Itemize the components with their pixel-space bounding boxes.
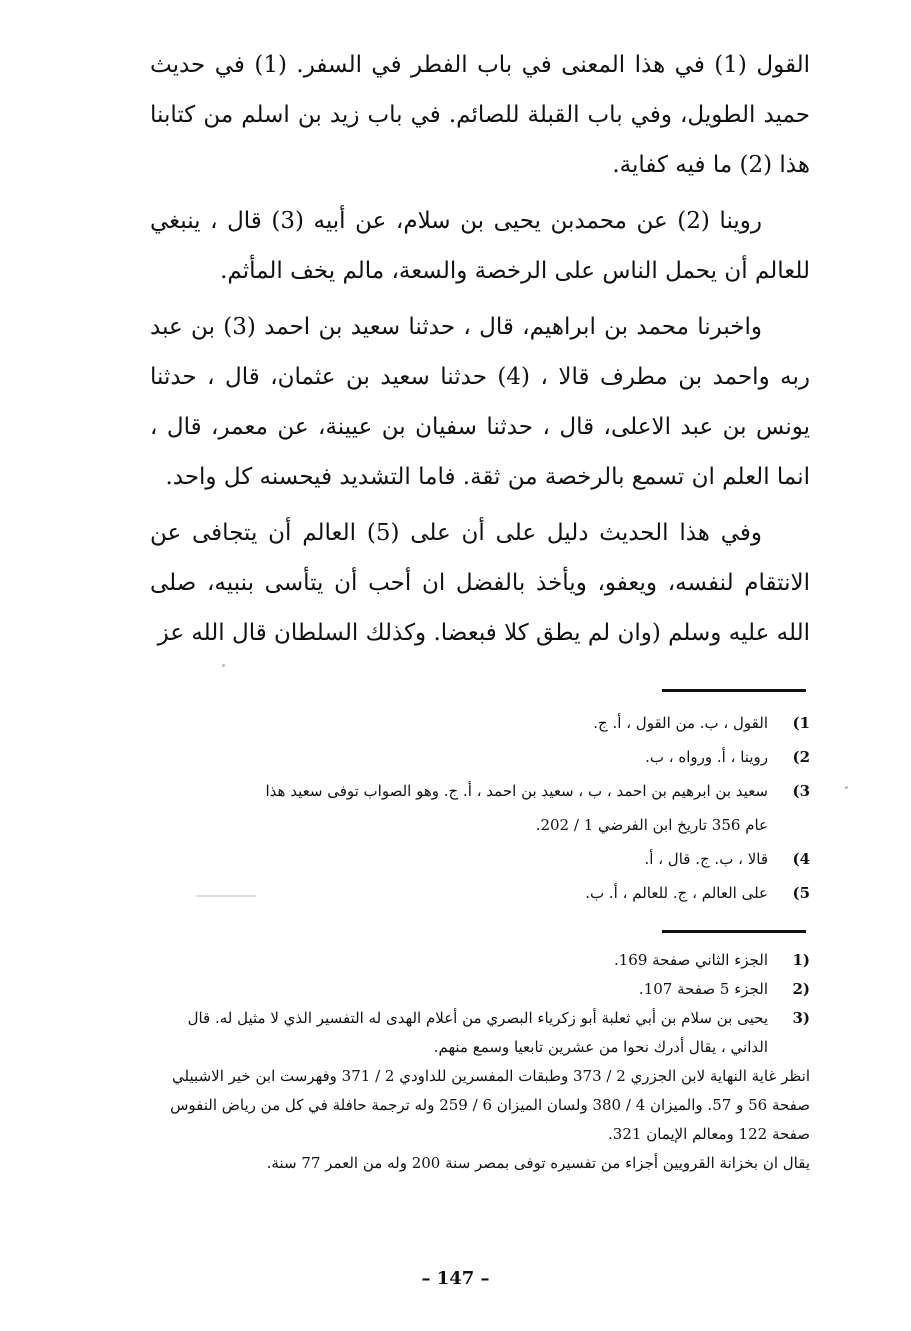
footnote-number: (2 [792, 980, 810, 998]
footnote-item [150, 740, 810, 774]
footnote-number: 1) [792, 714, 810, 732]
footnote-item [150, 1004, 810, 1062]
footnote-item [150, 842, 810, 876]
main-text [150, 40, 810, 664]
footnote-item [150, 774, 810, 842]
footnote-number: (1 [792, 951, 810, 969]
footnote-text: الجزء 5 صفحة 107. [638, 980, 768, 998]
scan-speck [845, 786, 848, 789]
main-paragraph-1: القول (1) في هذا المعنى في باب الفطر في السفر. (1) في حديث حميد الطويل، وفي باب القبلة للصائم. في باب زيد بن اسلم من كتابنا هذا (2) ما فيه كفاية. [150, 52, 810, 178]
footnote-text: روينا ، أ. ورواه ، ب. [645, 748, 768, 766]
footnote-item [150, 975, 810, 1004]
footnote-number: 5) [792, 884, 810, 902]
main-paragraph-2: روينا (2) عن محمدبن يحيى بن سلام، عن أبيه (3) قال ، ينبغي للعالم أن يحمل الناس على الرخصة والسعة، مالم يخف المأثم. [150, 208, 810, 284]
main-paragraph-4: وفي هذا الحديث دليل على أن على (5) العالم أن يتجافى عن الانتقام لنفسه، ويعفو، ويأخذ بالفضل ان أحب أن يتأسى بنبيه، صلى الله عليه وسلم (وان لم يطق كلا فبعضا. وكذلك السلطان قال الله عز [150, 520, 810, 646]
footnote-text: سعيد بن ابرهيم بن احمد ، ب ، سعيد بن احمد ، أ. ج. وهو الصواب توفى سعيد هذا [265, 782, 768, 800]
footnote-continuation: انظر غاية النهاية لابن الجزري 2 / 373 وطبقات المفسرين للداودي 2 / 371 وفهرست ابن خير الاشبيلي صفحة 56 و 57. والميزان 4 / 380 ولسان الميزان 6 / 259 وله ترجمة حافلة في كل من رياض النفوس صفحة 122 ومعالم الإيمان 321. [170, 1067, 810, 1143]
footnote-text: القول ، ب. من القول ، أ. ج. [593, 714, 768, 732]
footnote-text: قالا ، ب. ج. قال ، أ. [644, 850, 768, 868]
footnote-divider [662, 689, 806, 692]
footnote-item [150, 946, 810, 975]
editor-footnotes [150, 946, 810, 1178]
footnote-item [150, 706, 810, 740]
scan-speck [222, 664, 225, 667]
footnote-number: 4) [792, 850, 810, 868]
variant-footnotes [150, 706, 810, 910]
footnote-divider [662, 930, 806, 933]
footnote-text: عام 356 تاريخ ابن الفرضي 1 / 202. [535, 816, 768, 834]
footnote-continuation: يقال ان بخزانة القرويين أجزاء من تفسيره توفى بمصر سنة 200 وله من العمر 77 سنة. [266, 1154, 810, 1172]
footnote-number: 3) [792, 782, 810, 800]
footnote-number: (3 [792, 1009, 810, 1027]
footnote-text: على العالم ، ج. للعالم ، أ. ب. [585, 884, 768, 902]
main-paragraph-3: واخبرنا محمد بن ابراهيم، قال ، حدثنا سعيد بن احمد (3) بن عبد ربه واحمد بن مطرف قالا ، (4) حدثنا سعيد بن عثمان، قال ، حدثنا يونس بن عبد الاعلى، قال ، حدثنا سفيان بن عيينة، عن معمر، قال ، انما العلم ان تسمع بالرخصة من ثقة. فاما التشديد فيحسنه كل واحد. [150, 314, 811, 490]
page-number: – 147 – [421, 1268, 490, 1289]
footnote-text: الجزء الثاني صفحة 169. [613, 951, 768, 969]
footnote-item [150, 876, 810, 910]
footnote-number: 2) [792, 748, 810, 766]
footnote-text: يحيى بن سلام بن أبي ثعلبة أبو زكرياء البصري من أعلام الهدى له التفسير الذي لا مثيل له. قال الداني ، يقال أدرك نحوا من عشرين تابعيا وسمع منهم. [187, 1009, 768, 1056]
